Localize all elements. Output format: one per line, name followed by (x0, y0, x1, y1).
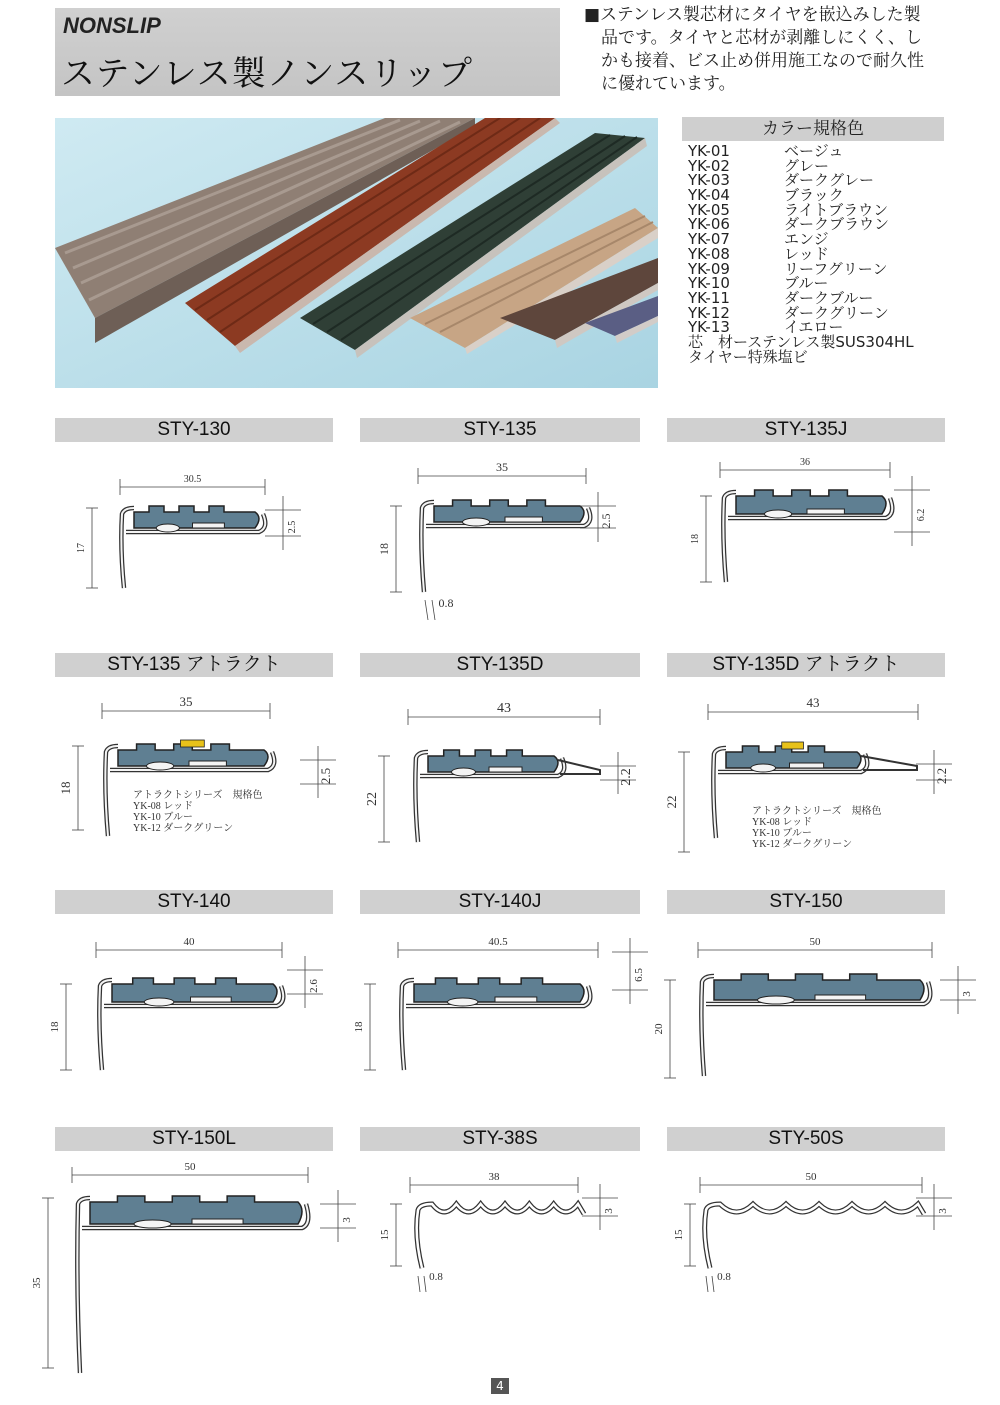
dimension-label: 3 (961, 991, 973, 997)
dimension-label: 50 (809, 936, 821, 948)
dimension-label: 18 (353, 1021, 365, 1033)
dimension-label: 50 (805, 1171, 817, 1183)
profile-drawing (713, 742, 917, 838)
dimension-label: 22 (664, 795, 679, 809)
color-name: ベージュ (784, 142, 844, 160)
dimension-label: 15 (673, 1229, 685, 1241)
dimension-label: 22 (365, 792, 380, 806)
dimension-label: 15 (379, 1229, 391, 1241)
color-code: YK-12 (688, 303, 730, 322)
product-title: STY-130 (55, 418, 333, 442)
profile-drawing (99, 978, 283, 1070)
attract-note: アトラクトシリーズ 規格色 (133, 790, 263, 801)
profile-drawing (417, 1204, 584, 1268)
attract-note: YK-12 ダークグリーン (752, 839, 853, 850)
page-number: 4 (491, 1378, 509, 1394)
dimension-label: 40.5 (488, 936, 508, 948)
color-code: YK-09 (688, 259, 730, 278)
profile-drawing (401, 978, 590, 1070)
attract-note: YK-10 ブルー (133, 812, 193, 823)
material-core: 芯 材ーステンレス製SUS304HL (688, 332, 914, 351)
color-name: リーフグリーン (784, 259, 888, 278)
title-english: NONSLIP (63, 13, 161, 38)
color-name: ダークブラウン (784, 215, 890, 234)
color-code: YK-07 (688, 230, 730, 249)
product-title: STY-150 (667, 890, 945, 914)
dimension-label: 50 (184, 1161, 196, 1173)
profile-drawing (701, 974, 930, 1076)
dimension-label: 38 (488, 1171, 500, 1183)
dimension-label: 30.5 (183, 474, 202, 485)
attract-note: YK-12 ダークグリーン (133, 823, 234, 834)
dimension-label: 3 (341, 1217, 353, 1223)
product-title: STY-135J (667, 418, 945, 442)
intro-line: かも接着、ビス止め併用施工なので耐久性 (601, 51, 924, 71)
product-title: STY-135D (360, 653, 640, 677)
dimension-label: 43 (806, 695, 820, 710)
color-code: YK-02 (688, 156, 730, 175)
profile-drawing (705, 1204, 924, 1268)
material-tire: タイヤー特殊塩ビ (688, 347, 808, 366)
color-code: YK-11 (688, 288, 730, 307)
color-name: ダークブルー (784, 288, 874, 307)
dimension-label: 2.5 (599, 513, 613, 529)
color-name: ブルー (784, 274, 829, 293)
product-title: STY-140 (55, 890, 333, 914)
attract-note: アトラクトシリーズ 規格色 (752, 806, 882, 817)
product-title: STY-135 アトラクト (55, 653, 333, 677)
profile-drawing (421, 500, 590, 592)
dimension-label: 0.8 (438, 596, 454, 610)
profile-drawing (723, 490, 892, 582)
product-title: STY-140J (360, 890, 640, 914)
dimension-label: 18 (377, 543, 391, 555)
title-japanese: ステンレス製ノンスリップ (61, 54, 474, 94)
dimension-label: 17 (76, 543, 87, 553)
color-name: ダークグリーン (784, 303, 889, 322)
dimension-label: 3 (937, 1208, 949, 1214)
intro-line: に優れています。 (601, 74, 736, 94)
product-title: STY-38S (360, 1127, 640, 1151)
profile-drawing (415, 750, 600, 842)
dimension-label: 35 (31, 1277, 43, 1289)
color-code: YK-06 (688, 215, 730, 234)
color-name: エンジ (784, 230, 829, 249)
color-name: グレー (784, 156, 830, 175)
color-name: ブラック (784, 186, 844, 205)
dimension-label: 6.5 (633, 968, 645, 982)
color-name: ダークグレー (784, 171, 875, 190)
intro-line: ■ステンレス製芯材にタイヤを嵌込みした製 (584, 5, 921, 25)
dimension-label: 6.2 (916, 508, 927, 522)
product-title: STY-150L (55, 1127, 333, 1151)
color-code: YK-13 (688, 318, 730, 337)
color-code: YK-08 (688, 244, 730, 263)
dimension-label: 3 (603, 1208, 615, 1214)
color-code: YK-01 (688, 142, 730, 160)
color-code: YK-03 (688, 171, 730, 190)
dimension-label: 36 (800, 457, 810, 468)
color-code: YK-05 (688, 200, 730, 219)
dimension-label: 0.8 (429, 1271, 443, 1283)
dimension-label: 18 (58, 781, 73, 795)
color-code: YK-10 (688, 274, 730, 293)
dimension-label: 20 (653, 1023, 665, 1035)
intro-line: 品です。タイヤと芯材が剥離しにくく、し (601, 28, 922, 48)
dimension-label: 2.2 (619, 768, 634, 786)
dimension-label: 0.8 (717, 1271, 731, 1283)
color-code: YK-04 (688, 186, 730, 205)
profile-drawing (121, 506, 265, 588)
color-name: ライトブラウン (784, 200, 889, 219)
dimension-label: 18 (49, 1021, 61, 1033)
dimension-label: 2.6 (308, 979, 320, 993)
dimension-label: 43 (497, 701, 511, 716)
color-name: イエロー (784, 318, 844, 337)
dimension-label: 18 (690, 534, 701, 544)
dimension-label: 2.5 (287, 520, 298, 534)
dimension-label: 35 (496, 460, 508, 474)
product-title: STY-50S (667, 1127, 945, 1151)
product-title: STY-135 (360, 418, 640, 442)
profile-drawing (77, 1196, 308, 1373)
attract-note: YK-08 レッド (133, 801, 194, 812)
dimension-label: 40 (183, 936, 195, 948)
color-spec-title: カラー規格色 (682, 117, 944, 141)
product-title: STY-135D アトラクト (667, 653, 945, 677)
attract-note: YK-10 ブルー (752, 828, 812, 839)
dimension-label: 2.5 (318, 767, 333, 785)
dimension-label: 2.2 (934, 767, 949, 785)
dimension-label: 35 (179, 694, 193, 709)
color-name: レッド (784, 244, 829, 263)
attract-note: YK-08 レッド (752, 817, 813, 828)
